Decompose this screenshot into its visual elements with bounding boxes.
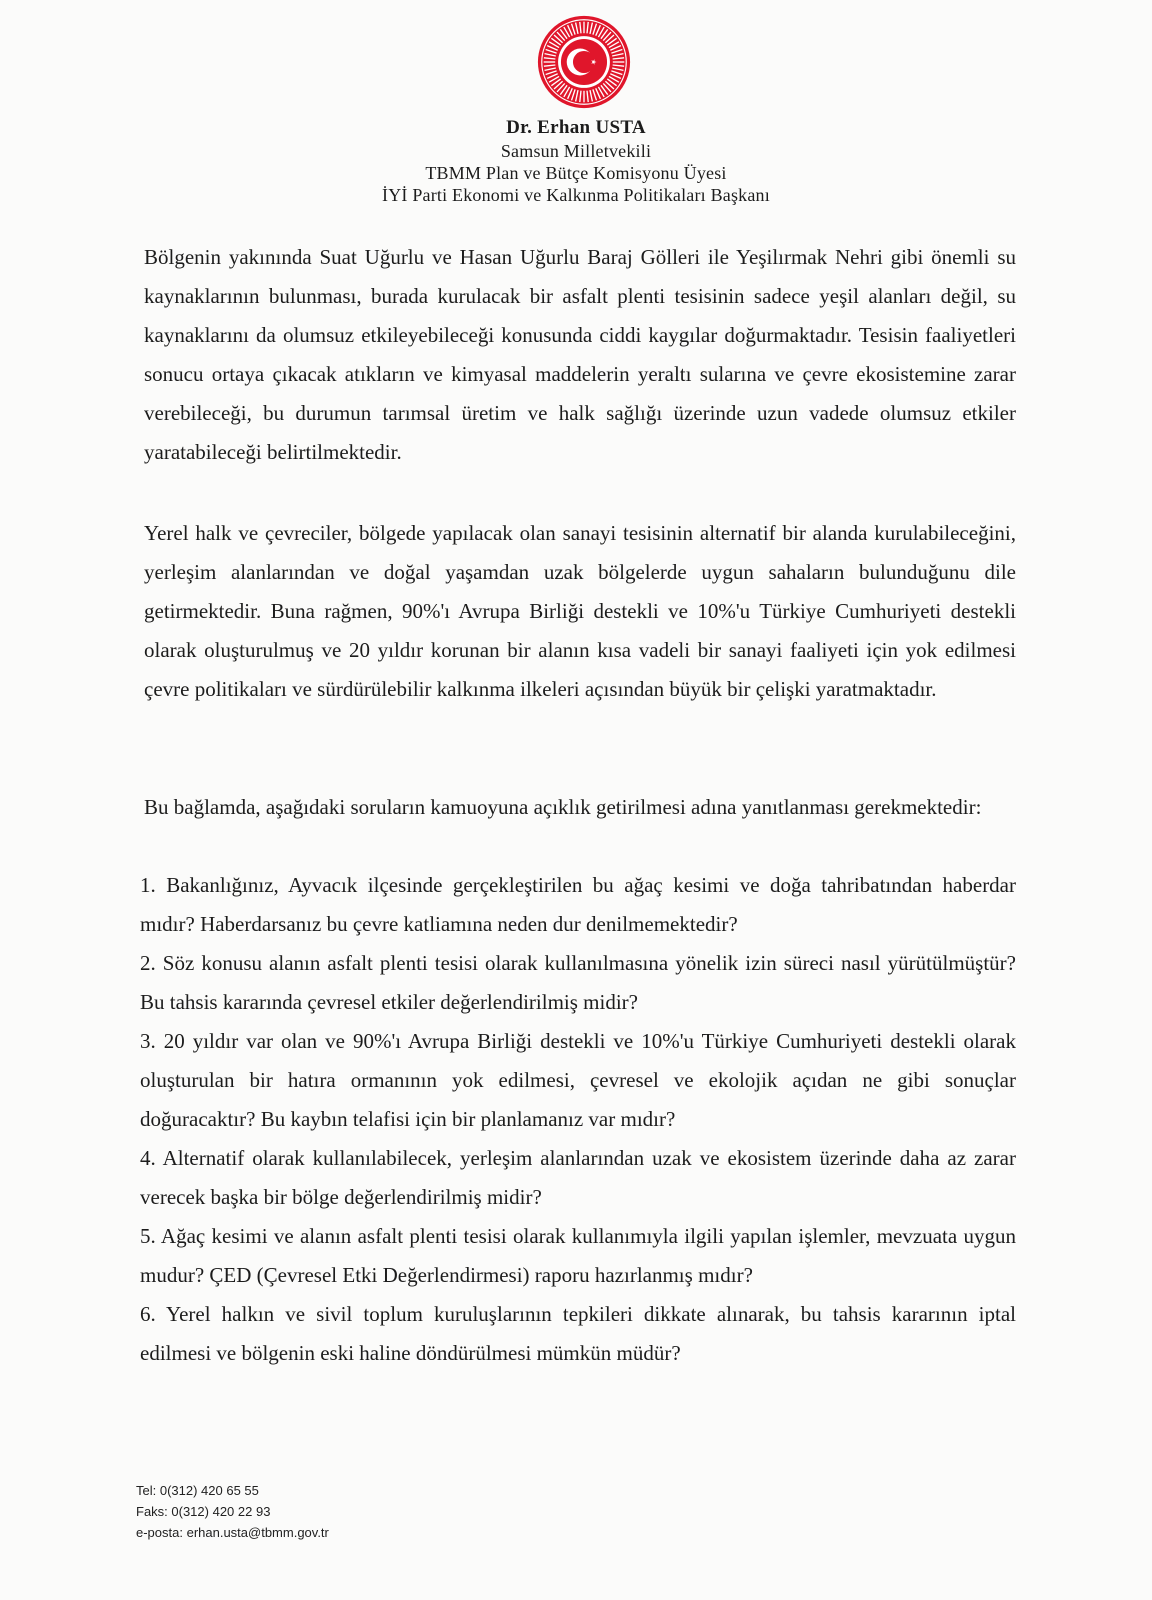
author-title-party: İYİ Parti Ekonomi ve Kalkınma Politikaları Başkanı (382, 185, 770, 205)
body-paragraph-1: Bölgenin yakınında Suat Uğurlu ve Hasan Uğurlu Baraj Gölleri ile Yeşilırmak Nehri gibi önemli su kaynaklarının bulunması, burada kurulacak bir asfalt plenti tesisinin sadece yeşil alanları değil, su kaynaklarını da olumsuz etkileyebileceği konusunda ciddi kaygılar doğurmaktadır. Tesisin faaliyetleri sonucu ortaya çıkacak atıkların ve kimyasal maddelerin yeraltı sularına ve çevre ekosistemine zarar verebileceği, bu durumun tarımsal üretim ve halk sağlığı üzerinde uzun vadede olumsuz etkiler yaratabileceği belirtilmektedir. (144, 245, 1016, 464)
question-item: 1. Bakanlığınız, Ayvacık ilçesinde gerçekleştirilen bu ağaç kesimi ve doğa tahribatından haberdar mıdır? Haberdarsanız bu çevre katliamına neden dur denilmemektedir? (140, 873, 1016, 936)
author-title-committee: TBMM Plan ve Bütçe Komisyonu Üyesi (425, 163, 727, 183)
question-list (140, 866, 1016, 1373)
question-item: 2. Söz konusu alanın asfalt plenti tesisi olarak kullanılmasına yönelik izin süreci nasıl yürütülmüştür? Bu tahsis kararında çevresel etkiler değerlendirilmiş midir? (140, 951, 1016, 1014)
tbmm-seal-logo (536, 14, 632, 110)
question-item: 3. 20 yıldır var olan ve 90%'ı Avrupa Birliği destekli ve 10%'u Türkiye Cumhuriyeti destekli olarak oluşturulan bir hatıra ormanının yok edilmesi, çevresel ve ekolojik açıdan ne gibi sonuçlar doğuracaktır? Bu kaybın telafisi için bir planlamanız var mıdır? (140, 1029, 1016, 1131)
contact-block (136, 1480, 329, 1543)
body-paragraph-3: Bu bağlamda, aşağıdaki soruların kamuoyuna açıklık getirilmesi adına yanıtlanması gerekmektedir: (144, 795, 982, 819)
author-title-deputy: Samsun Milletvekili (500, 141, 652, 161)
question-item: 5. Ağaç kesimi ve alanın asfalt plenti tesisi olarak kullanımıyla ilgili yapılan işlemler, mevzuata uygun mudur? ÇED (Çevresel Etki Değerlendirmesi) raporu hazırlanmış mıdır? (140, 1224, 1016, 1287)
contact-fax: Faks: 0(312) 420 22 93 (136, 1504, 271, 1519)
question-item: 4. Alternatif olarak kullanılabilecek, yerleşim alanlarından uzak ve ekosistem üzerinde daha az zarar verecek başka bir bölge değerlendirilmiş midir? (140, 1146, 1016, 1209)
question-item: 6. Yerel halkın ve sivil toplum kuruluşlarının tepkileri dikkate alınarak, bu tahsis kararının iptal edilmesi ve bölgenin eski haline döndürülmesi mümkün müdür? (140, 1302, 1016, 1365)
author-name: Dr. Erhan USTA (506, 117, 646, 138)
letterhead (0, 116, 1152, 206)
contact-email: e-posta: erhan.usta@tbmm.gov.tr (136, 1525, 329, 1540)
body-paragraph-2: Yerel halk ve çevreciler, bölgede yapılacak olan sanayi tesisinin alternatif bir alanda kurulabileceğini, yerleşim alanlarından ve doğal yaşamdan uzak bölgelerde uygun sahaların bulunduğunu dile getirmektedir. Buna rağmen, 90%'ı Avrupa Birliği destekli ve 10%'u Türkiye Cumhuriyeti destekli olarak oluşturulmuş ve 20 yıldır korunan bir alanın kısa vadeli bir sanayi faaliyeti için yok edilmesi çevre politikaları ve sürdürülebilir kalkınma ilkeleri açısından büyük bir çelişki yaratmaktadır. (144, 521, 1016, 701)
contact-phone: Tel: 0(312) 420 65 55 (136, 1483, 259, 1498)
